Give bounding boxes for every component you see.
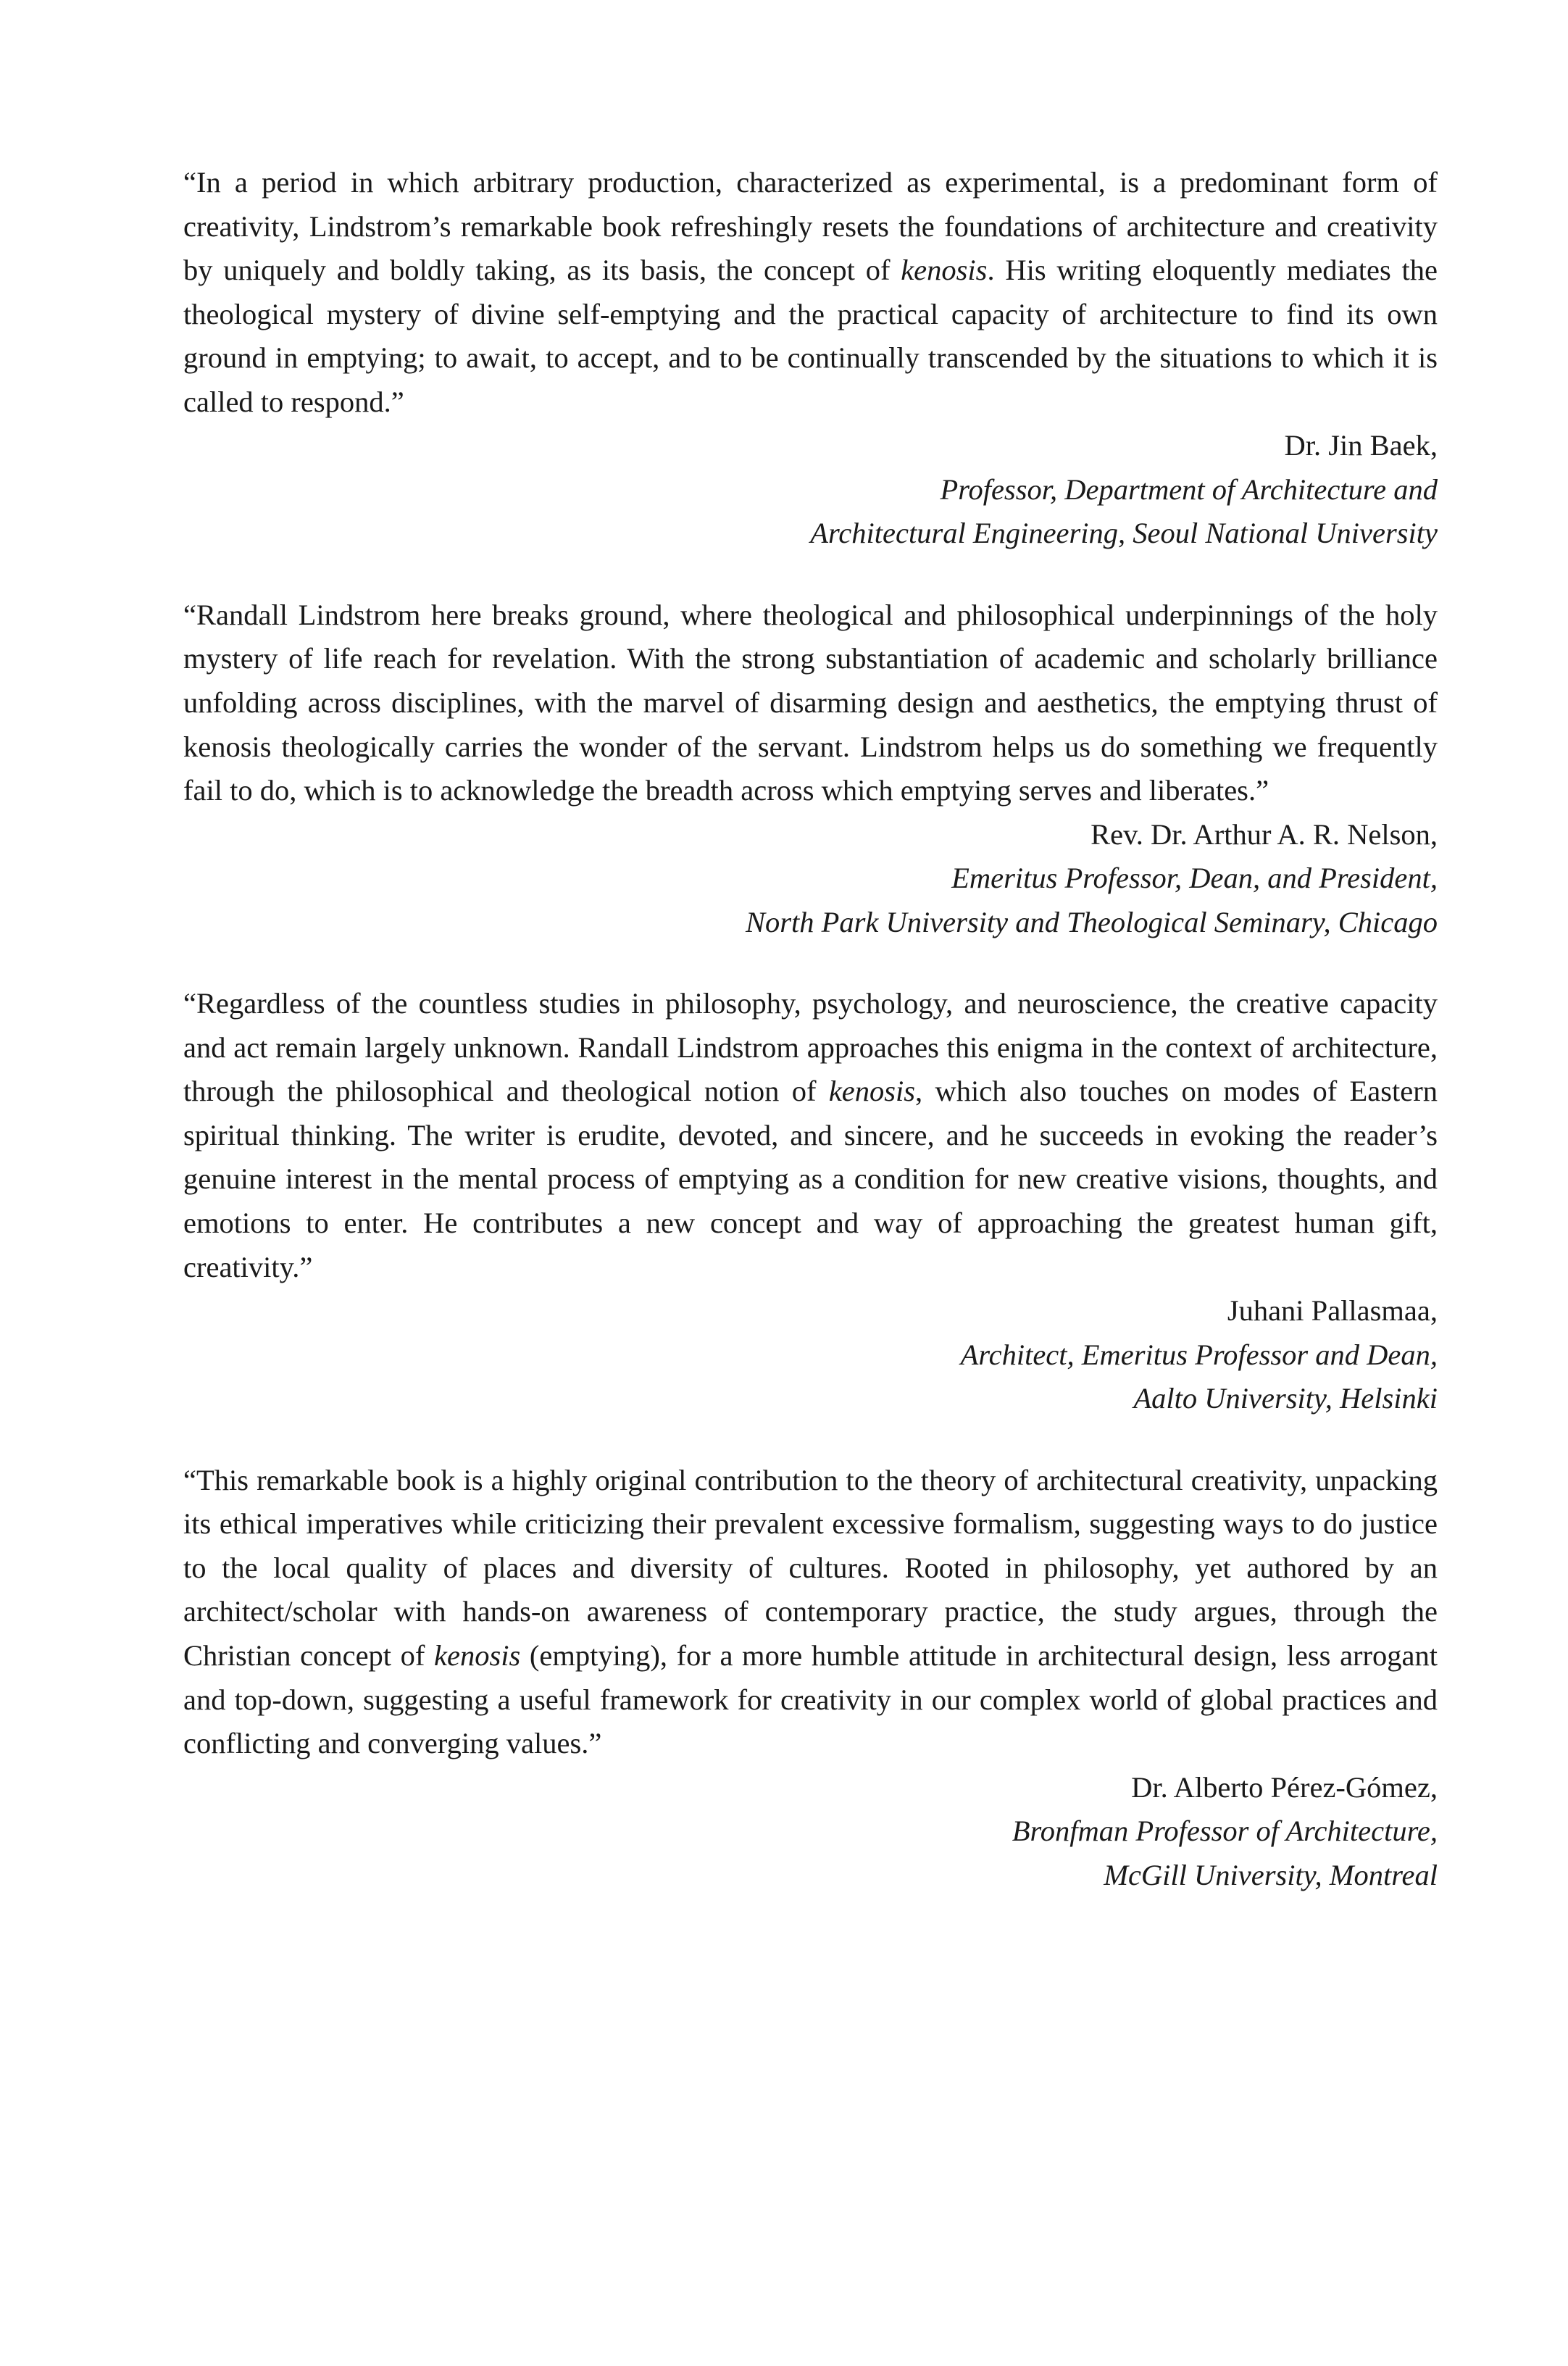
- endorsement-block: [183, 161, 1438, 556]
- quote-text-part-2: , which also touches on modes of Eastern spiritual thinking. The writer is erudite, devoted, and sincere, and he succeeds in evoking the reader’s genuine interest in the mental process of emptying as a condition for new creative visions, thoughts, and emotions to enter. He contributes a new concept and way of approaching the greatest human gift, creativity.”: [183, 1075, 1438, 1283]
- quote-text-part-2: . His writing eloquently mediates the theological mystery of divine self-emptying and the practical capacity of architecture to find its own ground in emptying; to await, to accept, and to be continually transcended by the situations to which it is called to respond.”: [183, 254, 1438, 418]
- endorsement-block: [183, 1459, 1438, 1897]
- attribution-affiliation-line-1: Bronfman Professor of Architecture,: [1012, 1815, 1438, 1848]
- endorsement-attribution: [183, 1766, 1438, 1898]
- quote-text-part-1: “Regardless of the countless studies in philosophy, psychology, and neuroscience, the creative capacity and act remain largely unknown. Randall Lindstrom approaches this enigma in the context of architecture, through the philosophical and theological notion of: [183, 987, 1438, 1108]
- quote-italic-term: kenosis: [901, 254, 988, 287]
- quote-italic-term: kenosis: [828, 1075, 916, 1108]
- quote-italic-term: kenosis: [434, 1638, 521, 1672]
- attribution-name: Dr. Alberto Pérez-Gómez,: [1131, 1770, 1438, 1804]
- attribution-affiliation-line-2: McGill University, Montreal: [1104, 1858, 1438, 1891]
- endorsement-quote: [183, 1459, 1438, 1766]
- attribution-name: Rev. Dr. Arthur A. R. Nelson,: [1090, 817, 1438, 851]
- quote-text-part-2: (emptying), for a more humble attitude in architectural design, less arrogant and top-down, suggesting a useful framework for creativity in our complex world of global practices and conflicting and converging values.”: [183, 1638, 1438, 1760]
- attribution-affiliation-line-2: North Park University and Theological Seminary, Chicago: [745, 905, 1438, 938]
- quote-text-part-1: “In a period in which arbitrary production, characterized as experimental, is a predominant form of creativity, Lindstrom’s remarkable book refreshingly resets the foundations of architecture and creativity by uniquely and boldly taking, as its basis, the concept of: [183, 166, 1438, 287]
- attribution-affiliation-line-1: Emeritus Professor, Dean, and President,: [951, 862, 1438, 895]
- attribution-affiliation-line-1: Professor, Department of Architecture and: [940, 472, 1438, 506]
- endorsement-attribution: [183, 813, 1438, 945]
- attribution-name: Juhani Pallasmaa,: [1227, 1294, 1438, 1328]
- endorsement-block: [183, 593, 1438, 944]
- attribution-affiliation-line-2: Architectural Engineering, Seoul National University: [810, 517, 1438, 550]
- endorsement-quote: [183, 161, 1438, 424]
- endorsement-quote: [183, 982, 1438, 1289]
- endorsement-block: [183, 982, 1438, 1420]
- endorsement-quote: [183, 593, 1438, 813]
- attribution-name: Dr. Jin Baek,: [1284, 429, 1438, 462]
- endorsement-attribution: [183, 424, 1438, 556]
- endorsement-attribution: [183, 1289, 1438, 1421]
- quote-text-part-1: “This remarkable book is a highly original contribution to the theory of architectural creativity, unpacking its ethical imperatives while criticizing their prevalent excessive formalism, suggesting ways to do justice to the local quality of places and diversity of cultures. Rooted in philosophy, yet authored by an architect/scholar with hands-on awareness of contemporary practice, the study argues, through the Christian concept of: [183, 1463, 1438, 1672]
- attribution-affiliation-line-1: Architect, Emeritus Professor and Dean,: [960, 1338, 1438, 1371]
- quote-text-part-1: “Randall Lindstrom here breaks ground, where theological and philosophical underpinnings of the holy mystery of life reach for revelation. With the strong substantiation of academic and scholarly brilliance unfolding across disciplines, with the marvel of disarming design and aesthetics, the emptying thrust of kenosis theologically carries the wonder of the servant. Lindstrom helps us do something we frequently fail to do, which is to acknowledge the breadth across which emptying serves and liberates.”: [183, 598, 1438, 807]
- endorsements-container: [183, 161, 1438, 1897]
- attribution-affiliation-line-2: Aalto University, Helsinki: [1133, 1382, 1438, 1415]
